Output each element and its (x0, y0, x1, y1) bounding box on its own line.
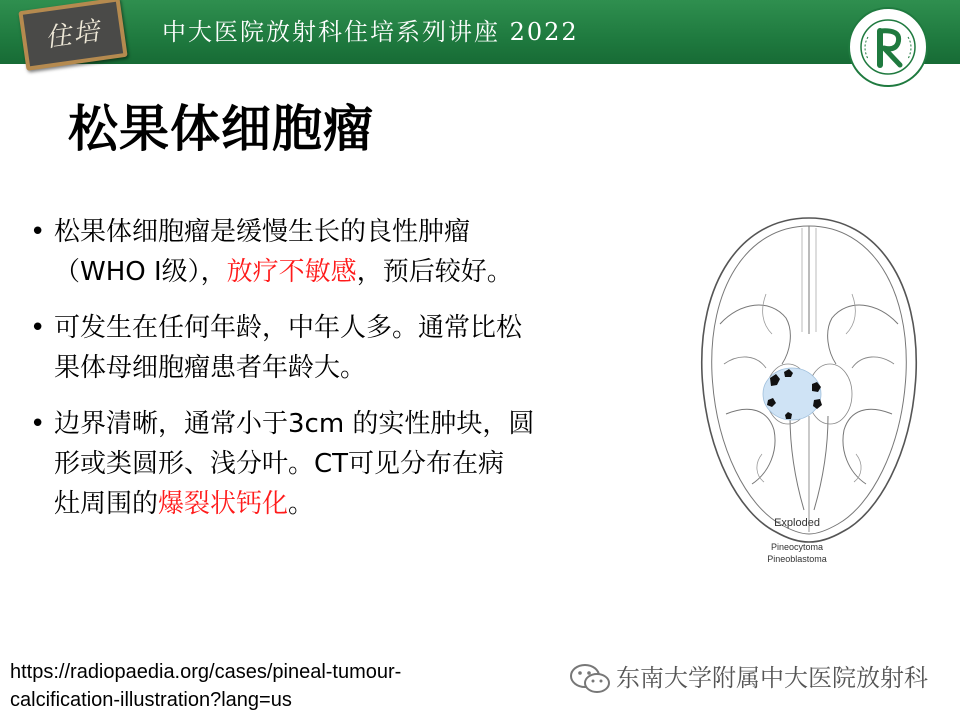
source-url[interactable] (10, 658, 490, 714)
diagram-caption-title: Exploded (774, 517, 820, 529)
header-bar (0, 0, 960, 64)
header-title: 中大医院放射科住培系列讲座 2022 (162, 18, 579, 46)
bullet-dot: • (30, 409, 46, 439)
source-url-line-2: calcification-illustration?lang=us (10, 689, 292, 711)
bullet-1-highlight: 放疗不敏感 (226, 257, 357, 287)
bullet-3-text-a: 灶周围的 (54, 489, 159, 519)
source-url-line-1: https://radiopaedia.org/cases/pineal-tumour- (10, 661, 402, 683)
watermark (568, 660, 928, 696)
bullet-list (30, 212, 650, 540)
bullet-dot: • (30, 313, 46, 343)
chalkboard-badge (18, 0, 127, 71)
bullet-1-text-b: ，预后较好。 (356, 257, 513, 287)
diagram-caption-line-1: Pineocytoma (770, 542, 824, 552)
bullet-1-line-1: 松果体细胞瘤是缓慢生长的良性肿瘤 (54, 217, 471, 247)
bullet-1-text-a: （WHO I级）， (54, 257, 227, 287)
bullet-2-line-1: 可发生在任何年龄，中年人多。通常比松 (54, 313, 523, 343)
bullet-dot: • (30, 217, 46, 247)
slide-title: 松果体细胞瘤 (68, 100, 374, 158)
bullet-1-line-2 (54, 252, 650, 292)
bullet-3-line-1: 边界清晰，通常小于3cm 的实性肿块，圆 (54, 409, 535, 439)
bullet-item-1 (30, 212, 650, 292)
diagram-caption-line-2: Pineoblastoma (767, 554, 827, 564)
hospital-radiology-seal-icon (848, 7, 928, 87)
watermark-text: 东南大学附属中大医院放射科 (616, 664, 928, 692)
bullet-item-3 (30, 404, 650, 524)
bullet-3-line-2: 形或类圆形、浅分叶。CT可见分布在病 (54, 449, 505, 479)
board-text: 住培 (43, 16, 103, 54)
bullet-3-highlight: 爆裂状钙化 (158, 489, 289, 519)
wechat-icon (568, 662, 612, 696)
bullet-3-text-b: 。 (288, 489, 315, 519)
bullet-item-2 (30, 308, 650, 388)
bullet-2-line-2: 果体母细胞瘤患者年龄大。 (54, 353, 367, 383)
bullet-3-line-3 (54, 484, 650, 524)
